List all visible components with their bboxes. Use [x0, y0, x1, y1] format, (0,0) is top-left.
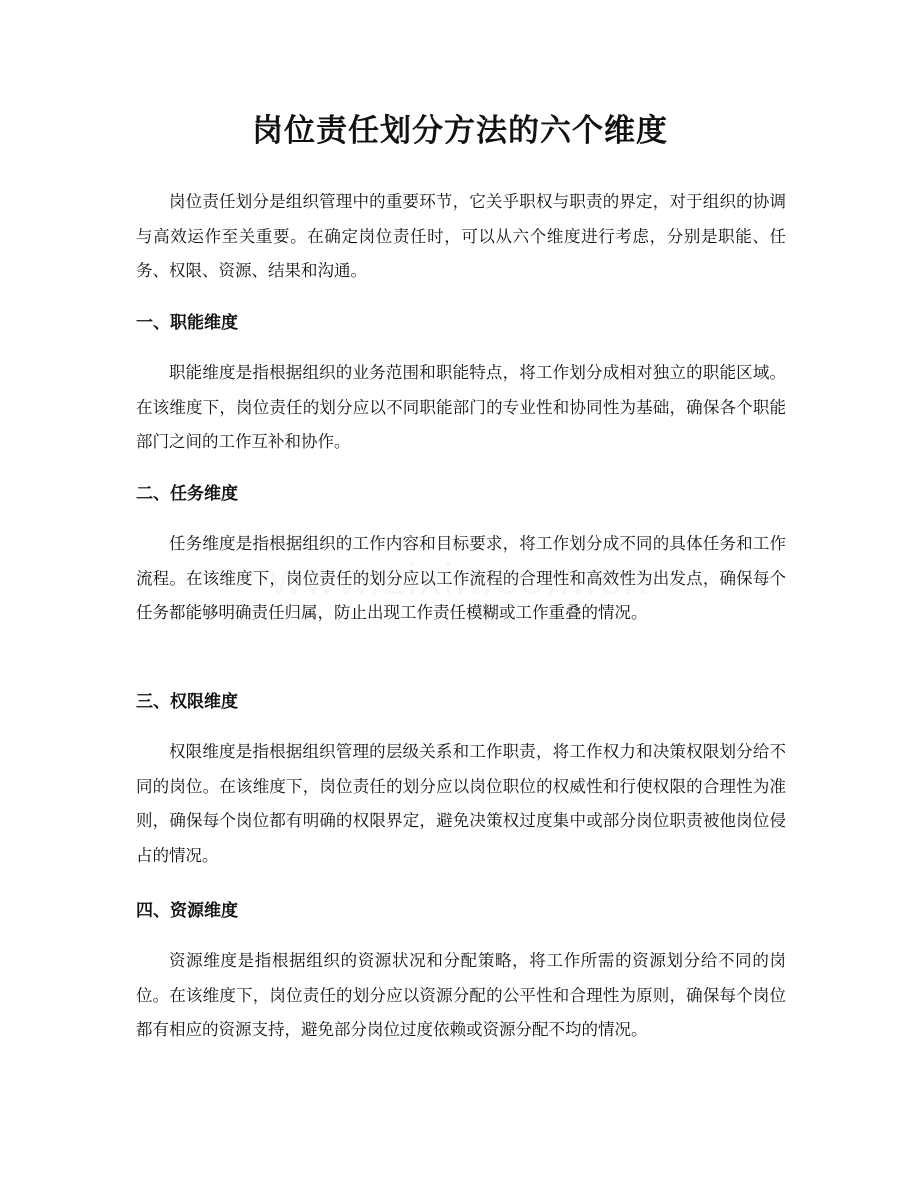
section-heading-resource: 四、资源维度: [136, 901, 238, 921]
section-heading-authority: 三、权限维度: [136, 692, 238, 712]
intro-paragraph: 岗位责任划分是组织管理中的重要环节，它关乎职权与职责的界定，对于组织的协调与高效运作至关重要。在确定岗位责任时，可以从六个维度进行考虑，分别是职能、任务、权限、资源、结果和沟通。: [136, 192, 786, 280]
section-body-task: 任务维度是指根据组织的工作内容和目标要求，将工作划分成不同的具体任务和工作流程。在该维度下，岗位责任的划分应以工作流程的合理性和高效性为出发点，确保每个任务都能够明确责任归属，防止出现工作责任模糊或工作重叠的情况。: [136, 534, 786, 622]
document-title: 岗位责任划分方法的六个维度: [252, 113, 668, 149]
section-body-resource: 资源维度是指根据组织的资源状况和分配策略，将工作所需的资源划分给不同的岗位。在该维度下，岗位责任的划分应以资源分配的公平性和合理性为原则，确保每个岗位都有相应的资源支持，避免部分岗位过度依赖或资源分配不均的情况。: [136, 951, 786, 1039]
section-body-authority: 权限维度是指根据组织管理的层级关系和工作职责，将工作权力和决策权限划分给不同的岗位。在该维度下，岗位责任的划分应以岗位职位的权威性和行使权限的合理性为准则，确保每个岗位都有明确的权限界定，避免决策权过度集中或部分岗位职责被他岗位侵占的情况。: [136, 742, 786, 865]
section-body-functional: 职能维度是指根据组织的业务范围和职能特点，将工作划分成相对独立的职能区域。在该维度下，岗位责任的划分应以不同职能部门的专业性和协同性为基础，确保各个职能部门之间的工作互补和协作。: [136, 363, 786, 451]
section-heading-task: 二、任务维度: [136, 484, 238, 504]
section-heading-functional: 一、职能维度: [136, 313, 238, 333]
